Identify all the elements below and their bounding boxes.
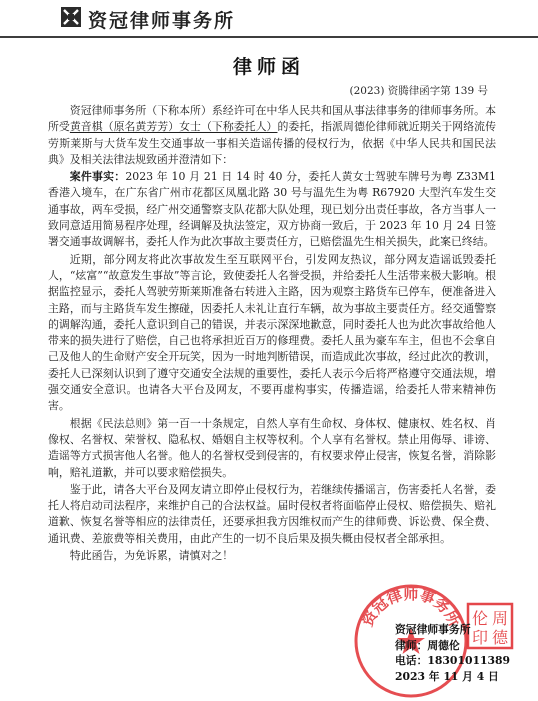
lawyer-label: 律师： [395,638,428,652]
signature-lawyer [395,638,510,654]
closing-paragraph: 特此函告，为免诉累，请慎对之！ [69,549,234,563]
svg-text:伦: 伦 [471,609,489,628]
facts-label: 案件事实： [69,170,126,184]
svg-text:资冠律师事务所: 资冠律师事务所 [358,584,464,630]
letterhead [0,0,538,38]
svg-text:印: 印 [471,628,489,647]
firm-name: 资冠律师事务所 [88,10,236,32]
demand-paragraph: 鉴于此，请各大平台及网友请立即停止侵权行为，若继续传播谣言，伤害委托人名誉，委托人将启动司法程序，来维护自己的合法权益。届时侵权者将面临停止侵权、赔偿损失、赔礼道歉、恢复名誉等相应的法律责任，还要承担我方因维权而产生的律师费、诉讼费、保全费、通讯费、差旅费等相关费用，由此产生的一切不良后果及损失概由侵权者全部承担。 [48,482,496,545]
signature-firm: 资冠律师事务所 [395,623,471,636]
svg-text:周: 周 [491,609,509,628]
signature-date: 2023 年 11 月 4 日 [395,669,499,683]
document-title: 律师函 [232,56,305,78]
firm-logo-icon [60,6,82,28]
svg-text:德: 德 [491,628,509,647]
signature-phone [395,653,510,669]
rumor-paragraph: 近期，部分网友将此次事故发生至互联网平台，引发网友热议，部分网友造谣诋毁委托人，“炫富”“故意发生事故”等言论，致使委托人名誉受损，并给委托人生活带来极大影响。根据监控显示，委托人驾驶劳斯莱斯准备右转进入主路，因为观察主路货车已停车，便准备进入主路，而与主路货车发生擦碰，因委托人未礼让直行车辆，故为事故主要责任方。经交通警察的调解沟通，委托人意识到自己的错误，并表示深深地歉意，同时委托人也为此次事故给他人带来的损失进行了赔偿，自己也将承担近百万的修理费。委托人虽为豪车车主，但也不会拿自己及他人的生命财产安全开玩笑，因为一时地判断错误，而造成此次事故，经过此次的教训，委托人已深刻认识到了遵守交通安全法规的重要性，委托人表示今后将严格遵守交通法规，增强交通安全意识。也请各大平台及网友，不要再虚构事实，传播造谣，给委托人带来精神伤害。 [48,252,496,413]
intro-text-b: 的委托，指派周德伦律师就近期关于网络流传劳斯莱斯与大货车发生交通事故一事相关造谣传播的侵权行为，依据《中华人民共和国民法典》及相关法律法规致函并澄清如下： [48,120,496,166]
facts-text: 2023 年 10 月 21 日 14 时 40 分，委托人黄女士驾驶车牌号为粤 Z33M1 香港入境车，在广东省广州市花都区凤凰北路 30 号与温先生为粤 R67920 大型汽车发生交通事故，两车受损，经广州交通警察支队花都大队处理，现已划分出责任事故，各方当事人一致同意适用简易程序处理，经调解及执法签定，双方协商一致后，于 2023 年 10 月 24 日签署交通事故调解书，委托人作为此次事故主要责任方，已赔偿温先生相关损失，此案已终结。 [48,170,496,249]
phone-number: 18301011389 [427,654,511,667]
intro-paragraph [48,103,496,168]
signature-block [395,622,510,684]
intro-text-a: 资冠律师事务所（下称本所）系经许可在中华人民共和国从事法律事务的律师事务所。本所受 [48,104,496,134]
phone-label: 电话： [395,654,428,667]
letter-body [48,103,496,564]
facts-paragraph [48,169,496,250]
lawyer-name: 周德伦 [427,638,460,652]
reference-number: (2023) 资腾律函字第 139 号 [349,85,488,97]
legal-basis-paragraph: 根据《民法总则》第一百一十条规定，自然人享有生命权、身体权、健康权、姓名权、肖像权、名誉权、荣誉权、隐私权、婚姻自主权等权利。个人享有名誉权。禁止用侮辱、诽谤、造谣等方式损害他人名誉。他人的名誉权受到侵害的，有权要求停止侵害，恢复名誉，消除影响，赔礼道歉，并可以要求赔偿损失。 [48,416,496,479]
client-name: 黄音棋（原名黄芳芳）女士（下称委托人） [69,120,278,134]
